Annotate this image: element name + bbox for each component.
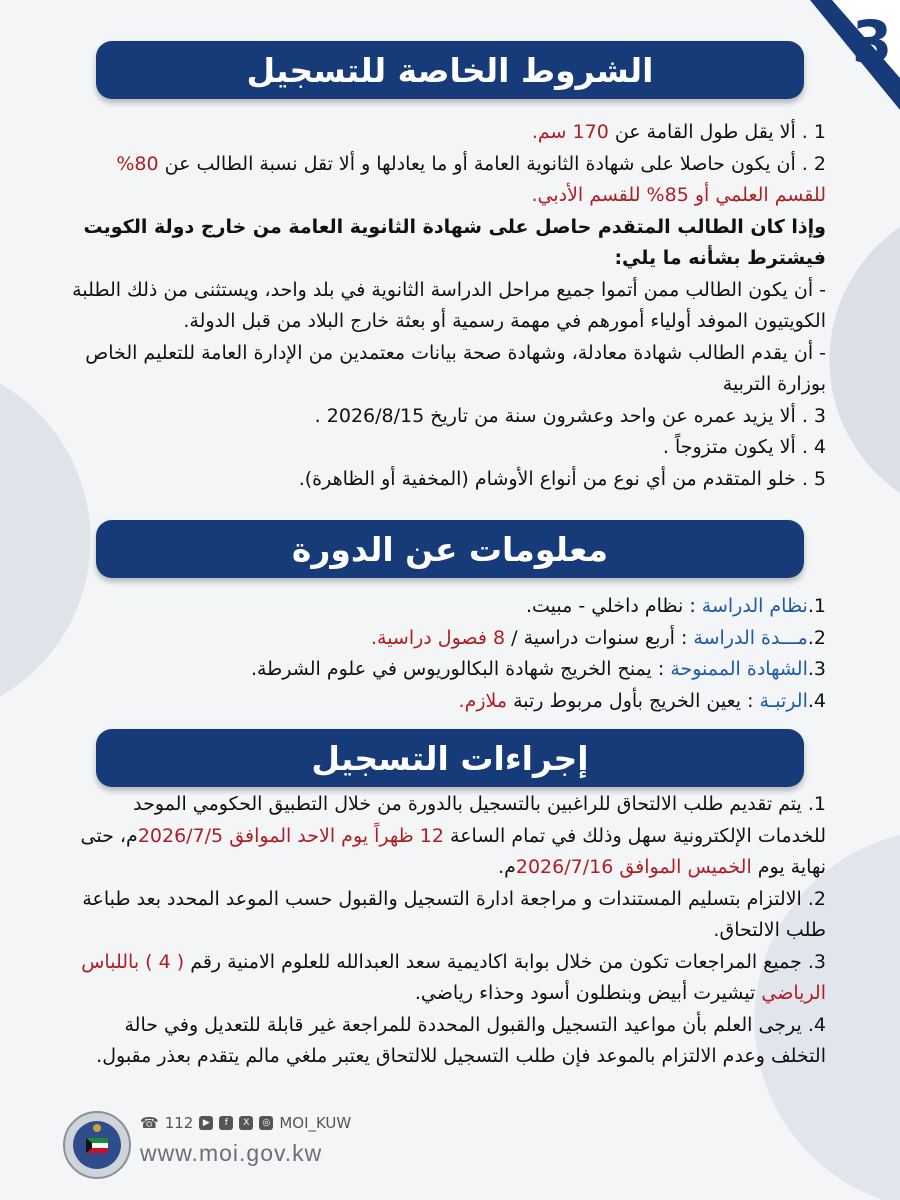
footer bbox=[62, 1110, 402, 1182]
social-handle[interactable]: MOI_KUW bbox=[279, 1114, 352, 1132]
procedure-item-3: 3. جميع المراجعات تكون من خلال بوابة اكاديمية سعد العبدالله للعلوم الامنية رقم ( 4 ) باللباس الرياضي تيشيرت أبيض وبنطلون أسود وحذاء رياضي. bbox=[81, 950, 826, 1004]
procedure-item-1: 1. يتم تقديم طلب الالتحاق للراغبين بالتسجيل بالدورة من خلال التطبيق الحكومي الموحد للخدمات الإلكترونية سهل وذلك في تمام الساعة 12 ظهراً يوم الاحد الموافق 2026/7/5م، حتى نهاية يوم الخميس الموافق 2026/7/16م. bbox=[80, 793, 826, 878]
course-info-item-3: 3.الشهادة الممنوحة : يمنح الخريج شهادة البكالوريوس في علوم الشرطة. bbox=[250, 658, 826, 680]
youtube-icon[interactable]: ▶ bbox=[199, 1116, 213, 1130]
condition-item-5: 5 . خلو المتقدم من أي نوع من أنواع الأوشام (المخفية أو الظاهرة). bbox=[298, 467, 826, 490]
phone-icon: ☎ bbox=[140, 1114, 159, 1132]
course-info-item-2: 2.مـــدة الدراسة : أربع سنوات دراسية / 8 فصول دراسية. bbox=[370, 626, 826, 649]
condition-item-3: 3 . ألا يزيد عمره عن واحد وعشرون سنة من تاريخ 2026/8/15 . bbox=[314, 404, 826, 427]
procedure-item-2: 2. الالتزام بتسليم المستندات و مراجعة ادارة التسجيل والقبول حسب الموعد المحدد بعد طباعة طلب الالتحاق. bbox=[82, 887, 826, 941]
phone-number[interactable]: 112 bbox=[164, 1114, 194, 1132]
page-number: 3 bbox=[851, 8, 893, 76]
course-info-item-1: 1.نظام الدراسة : نظام داخلي - مبيت. bbox=[525, 595, 826, 617]
condition-item-1: 1 . ألا يقل طول القامة عن 170 سم. bbox=[531, 121, 826, 143]
abroad-intro: وإذا كان الطالب المتقدم حاصل على شهادة الثانوية العامة من خارج دولة الكويت فيشترط بشأنه ما يلي: bbox=[83, 215, 826, 269]
course-info-title-banner bbox=[96, 520, 804, 578]
facebook-icon[interactable]: f bbox=[219, 1116, 233, 1130]
procedures-title: إجراءات التسجيل bbox=[311, 738, 589, 778]
condition-item-2: 2 . أن يكون حاصلا على شهادة الثانوية العامة أو ما يعادلها و ألا تقل نسبة الطالب عن 80% للقسم العلمي أو 85% للقسم الأدبي. bbox=[116, 152, 826, 206]
conditions-title-banner bbox=[96, 41, 804, 99]
procedures-section bbox=[70, 789, 826, 1073]
condition-item-4: 4 . ألا يكون متزوجاً . bbox=[662, 436, 826, 458]
x-icon[interactable]: X bbox=[239, 1116, 253, 1130]
abroad-condition-2: - أن يقدم الطالب شهادة معادلة، وشهادة صحة بيانات معتمدين من الإدارة العامة للتعليم الخاص بوزارة التربية bbox=[85, 341, 826, 395]
website-url[interactable]: www.moi.gov.kw bbox=[140, 1140, 323, 1166]
procedure-item-4: 4. يرجى العلم بأن مواعيد التسجيل والقبول المحددة للمراجعة غير قابلة للتعديل وفي حالة التخلف وعدم الالتزام بالموعد فإن طلب التسجيل للالتحاق يعتبر ملغي مالم يتقدم بعذر مقبول. bbox=[96, 1013, 826, 1067]
conditions-section bbox=[70, 117, 826, 495]
contacts-row bbox=[140, 1114, 351, 1132]
course-info-section bbox=[70, 591, 826, 717]
conditions-title: الشروط الخاصة للتسجيل bbox=[246, 50, 654, 90]
course-info-title: معلومات عن الدورة bbox=[291, 529, 609, 569]
police-emblem-logo bbox=[62, 1110, 132, 1180]
course-info-item-4: 4.الرتبـة : يعين الخريج بأول مربوط رتبة ملازم. bbox=[458, 689, 826, 712]
procedures-title-banner bbox=[96, 729, 804, 787]
abroad-condition-1: - أن يكون الطالب ممن أتموا جميع مراحل الدراسة الثانوية في بلد واحد، ويستثنى من ذلك الطلبة الكويتيون الموفد أولياء أمورهم في مهمة رسمية أو بعثة خارج البلاد من قبل الدولة. bbox=[72, 278, 826, 332]
instagram-icon[interactable]: ◎ bbox=[259, 1116, 273, 1130]
